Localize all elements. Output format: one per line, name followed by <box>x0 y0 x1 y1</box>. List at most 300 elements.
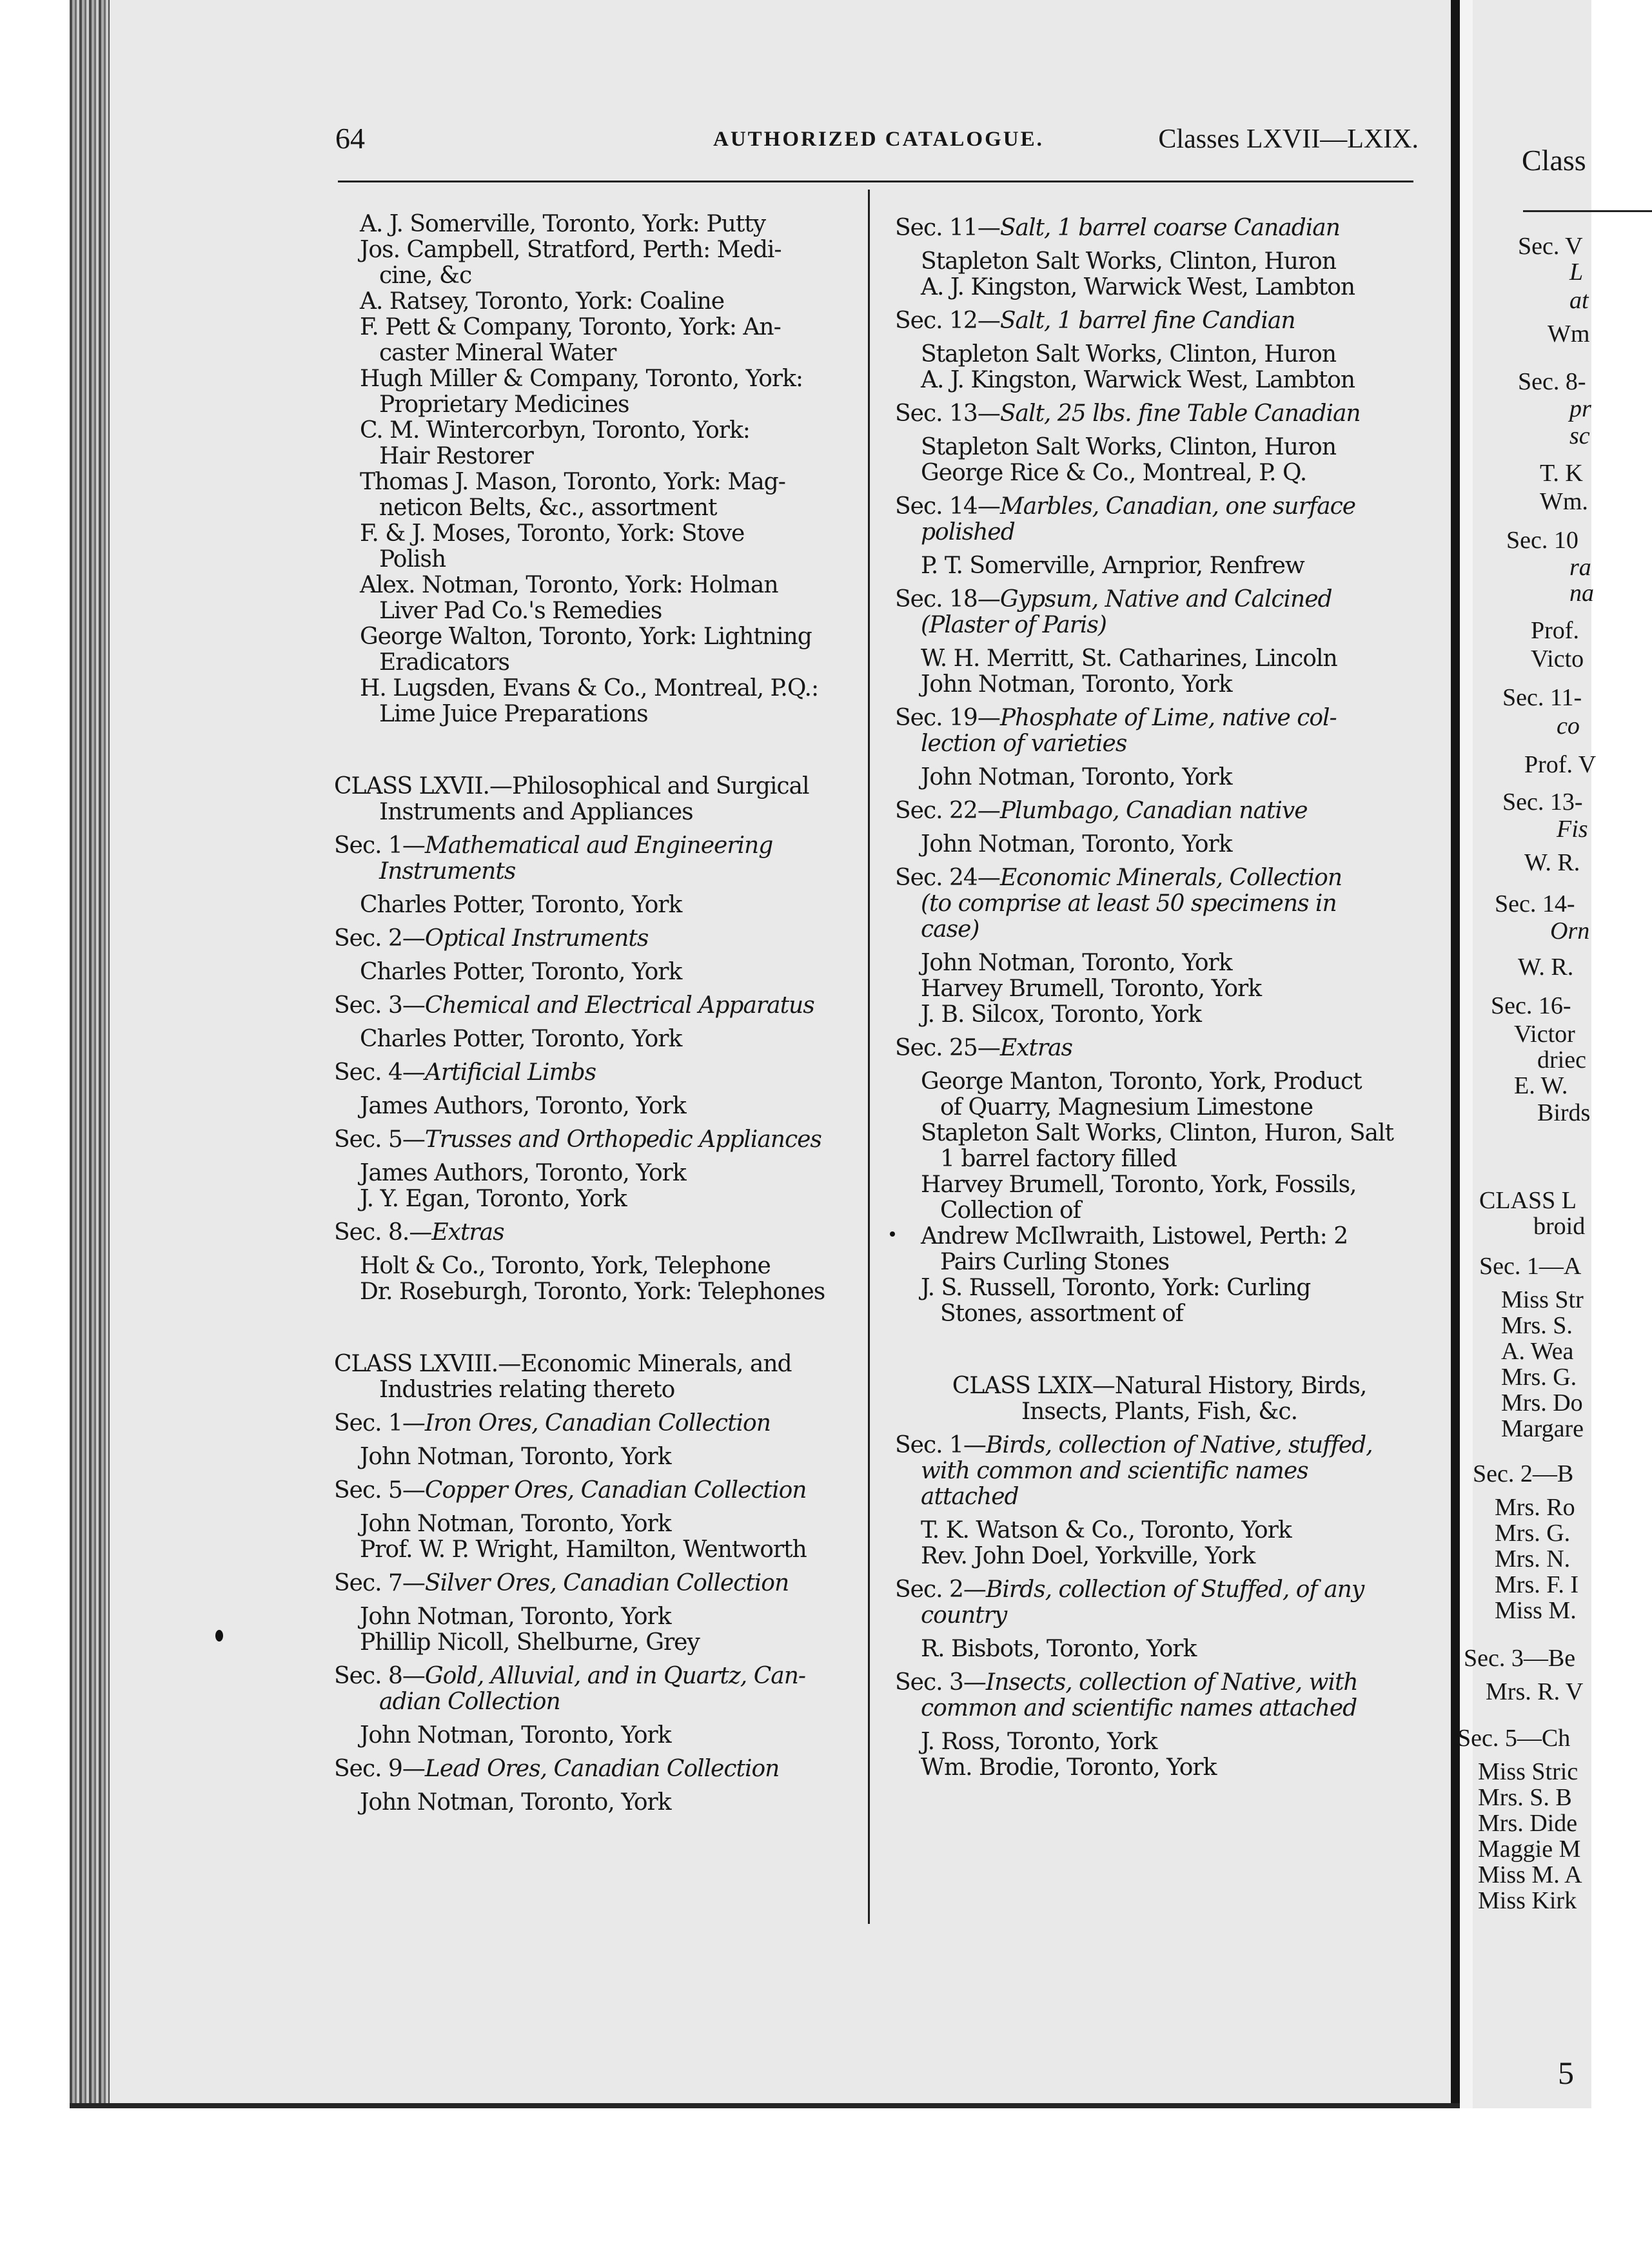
section-title: Trusses and Orthopedic Appliances <box>424 1126 821 1153</box>
catalogue-line <box>334 892 863 918</box>
section-number: Sec. 11— <box>895 215 1000 241</box>
entry-text: Stapleton Salt Works, Clinton, Huron <box>921 434 1337 460</box>
running-title: AUTHORIZED CATALOGUE. <box>713 128 1044 151</box>
adjacent-page-text: Sec. V <box>1518 233 1583 260</box>
entry-text: F. Pett & Company, Toronto, York: An- <box>360 314 781 340</box>
entry-text: CLASS LXIX—Natural History, Birds, <box>952 1373 1367 1399</box>
catalogue-line <box>334 1723 863 1749</box>
entry-text: Jos. Campbell, Stratford, Perth: Medi- <box>360 237 782 263</box>
catalogue-line <box>895 1250 1424 1275</box>
section-title: Extras <box>431 1219 504 1246</box>
catalogue-line <box>895 950 1424 976</box>
adjacent-page-text: Wm. <box>1540 488 1588 515</box>
ink-speck <box>215 1630 223 1642</box>
adjacent-page-text: Mrs. S. <box>1501 1312 1573 1339</box>
adjacent-page-text: Mrs. Ro <box>1495 1494 1575 1521</box>
section-title: Gypsum, Native and Calcined <box>999 586 1332 612</box>
catalogue-line <box>334 289 863 315</box>
catalogue-line <box>895 1146 1424 1172</box>
section-number: Sec. 12— <box>895 308 1000 334</box>
entry-text: John Notman, Toronto, York <box>360 1789 671 1816</box>
section-title: Copper Ores, Canadian Collection <box>424 1477 807 1504</box>
adjacent-page-text: Miss Stric <box>1478 1758 1578 1785</box>
entry-text: George Manton, Toronto, York, Product <box>921 1068 1362 1095</box>
entry-text: John Notman, Toronto, York <box>921 764 1232 790</box>
entry-text: Alex. Notman, Toronto, York: Holman <box>360 572 778 598</box>
catalogue-line <box>334 598 863 624</box>
header-rule <box>338 181 1413 182</box>
catalogue-line <box>895 1095 1424 1121</box>
section-number: Sec. 18— <box>895 586 1000 612</box>
section-heading <box>895 1035 1424 1061</box>
catalogue-line <box>334 418 863 444</box>
entry-text: John Notman, Toronto, York <box>360 1722 671 1749</box>
catalogue-line <box>895 646 1424 672</box>
section-heading <box>334 993 863 1019</box>
adjacent-page-text: Birds <box>1537 1099 1591 1126</box>
section-title: Mathematical aud Engineering <box>424 832 773 859</box>
catalogue-line <box>895 1121 1424 1146</box>
catalogue-line <box>334 573 863 598</box>
adjacent-page-text: Mrs. F. I <box>1495 1571 1578 1598</box>
catalogue-line <box>334 624 863 650</box>
catalogue-line <box>334 1351 863 1377</box>
entry-text: George Walton, Toronto, York: Lightning <box>360 623 812 650</box>
entry-text: Dr. Roseburgh, Toronto, York: Telephones <box>360 1279 825 1305</box>
entry-text: Stapleton Salt Works, Clinton, Huron <box>921 341 1337 368</box>
entry-text: John Notman, Toronto, York <box>360 1603 671 1630</box>
catalogue-line <box>334 859 863 885</box>
catalogue-line <box>895 1399 1424 1425</box>
catalogue-line <box>895 249 1424 275</box>
catalogue-line <box>334 774 863 799</box>
adjacent-page-text: Sec. 10 <box>1506 527 1578 554</box>
catalogue-line <box>334 1444 863 1470</box>
catalogue-line <box>895 1603 1424 1629</box>
entry-text: 1 barrel factory filled <box>940 1146 1177 1172</box>
adjacent-page-header: Class <box>1522 144 1586 177</box>
section-number: Sec. 5— <box>334 1477 425 1504</box>
section-number: Sec. 1— <box>334 1410 425 1436</box>
adjacent-page-text: Sec. 3—Be <box>1464 1645 1576 1672</box>
catalogue-line <box>895 976 1424 1002</box>
section-title: Artificial Limbs <box>424 1059 596 1086</box>
adjacent-page-text: Wm <box>1548 320 1590 348</box>
adjacent-page-text: Prof. <box>1531 617 1579 644</box>
section-heading <box>334 1663 863 1689</box>
section-heading <box>895 215 1424 241</box>
entry-text: C. M. Wintercorbyn, Toronto, York: <box>360 417 750 444</box>
catalogue-line <box>334 495 863 521</box>
section-title: Plumbago, Canadian native <box>999 798 1308 824</box>
catalogue-line <box>334 469 863 495</box>
catalogue-line <box>895 1198 1424 1224</box>
entry-text: Hair Restorer <box>379 443 533 469</box>
entry-text: Holt & Co., Toronto, York, Telephone <box>360 1253 771 1279</box>
entry-text: A. J. Kingston, Warwick West, Lambton <box>921 274 1355 300</box>
entry-text: Pairs Curling Stones <box>940 1249 1170 1275</box>
catalogue-line <box>334 366 863 392</box>
catalogue-line <box>334 340 863 366</box>
section-number: Sec. 13— <box>895 400 1000 427</box>
entry-text: Instruments and Appliances <box>379 799 693 825</box>
entry-text: Andrew McIlwraith, Listowel, Perth: 2 <box>921 1223 1348 1250</box>
catalogue-line <box>895 1696 1424 1721</box>
entry-text: P. T. Somerville, Arnprior, Renfrew <box>921 553 1304 579</box>
column-divider <box>868 190 870 1924</box>
adjacent-page-text: Mrs. N. <box>1495 1545 1571 1573</box>
section-number: Sec. 4— <box>334 1059 425 1086</box>
section-title: Birds, collection of Stuffed, of any <box>985 1576 1364 1603</box>
catalogue-line <box>895 275 1424 300</box>
catalogue-line <box>895 1069 1424 1095</box>
catalogue-line <box>895 520 1424 545</box>
catalogue-line <box>334 650 863 676</box>
section-title: Optical Instruments <box>424 925 649 952</box>
section-number: Sec. 1— <box>334 832 425 859</box>
section-number: Sec. 2— <box>334 925 425 952</box>
adjacent-page-text: W. R. <box>1524 849 1580 876</box>
catalogue-line <box>334 1279 863 1305</box>
entry-text: Industries relating thereto <box>379 1377 675 1403</box>
classes-range: Classes LXVII—LXIX. <box>1158 124 1419 154</box>
section-title: Birds, collection of Native, stuffed, <box>985 1432 1373 1458</box>
entry-text: polished <box>921 519 1015 545</box>
entry-text: CLASS LXVII.—Philosophical and Surgical <box>334 773 809 799</box>
entry-text: Harvey Brumell, Toronto, York, Fossils, <box>921 1171 1357 1198</box>
section-heading <box>334 926 863 952</box>
catalogue-line <box>334 701 863 727</box>
catalogue-line <box>895 1224 1424 1250</box>
section-heading <box>895 494 1424 520</box>
entry-text: caster Mineral Water <box>379 340 616 366</box>
entry-text: cine, &c <box>379 262 472 289</box>
catalogue-line <box>334 1377 863 1403</box>
adjacent-page-text: Mrs. Dide <box>1478 1810 1578 1837</box>
catalogue-line <box>895 1636 1424 1662</box>
entry-text: neticon Belts, &c., assortment <box>379 495 717 521</box>
section-heading <box>334 833 863 859</box>
entry-text: case) <box>921 916 979 943</box>
adjacent-page-text: Sec. 16- <box>1491 992 1571 1019</box>
section-heading <box>895 308 1424 334</box>
entry-text: lection of varieties <box>921 730 1127 757</box>
section-number: Sec. 22— <box>895 798 1000 824</box>
entry-text: J. Ross, Toronto, York <box>921 1729 1157 1755</box>
entry-text: A. J. Kingston, Warwick West, Lambton <box>921 367 1355 393</box>
catalogue-line <box>895 1544 1424 1569</box>
gutter <box>1460 0 1473 2254</box>
entry-text: A. Ratsey, Toronto, York: Coaline <box>360 288 725 315</box>
catalogue-line <box>895 731 1424 757</box>
catalogue-line <box>334 1093 863 1119</box>
section-number: Sec. 3— <box>334 992 425 1019</box>
section-number: Sec. 8.— <box>334 1219 432 1246</box>
adjacent-page-text: Miss Kirk <box>1478 1887 1577 1914</box>
adjacent-page-text: driec <box>1537 1046 1586 1073</box>
catalogue-line <box>895 1275 1424 1301</box>
catalogue-line <box>334 1630 863 1656</box>
entry-text: Liver Pad Co.'s Remedies <box>379 598 662 624</box>
adjacent-page-text: Mrs. Do <box>1501 1389 1583 1416</box>
entry-text: John Notman, Toronto, York <box>921 831 1232 858</box>
entry-text: (Plaster of Paris) <box>921 612 1106 638</box>
entry-text: Collection of <box>940 1197 1081 1224</box>
entry-text: Charles Potter, Toronto, York <box>360 959 682 985</box>
adjacent-page-text: Sec. 2—B <box>1473 1460 1574 1487</box>
section-title: Insects, collection of Native, with <box>985 1669 1358 1696</box>
entry-text: F. & J. Moses, Toronto, York: Stove <box>360 520 745 547</box>
section-title: Iron Ores, Canadian Collection <box>424 1410 771 1436</box>
section-heading <box>895 401 1424 427</box>
adjacent-page-text: Miss M. <box>1495 1597 1577 1624</box>
adjacent-page-text: na <box>1569 580 1594 607</box>
section-heading <box>895 705 1424 731</box>
adjacent-page-text: A. Wea <box>1501 1338 1574 1365</box>
catalogue-line <box>895 917 1424 943</box>
catalogue-line <box>334 1026 863 1052</box>
catalogue-line <box>895 891 1424 917</box>
entry-text: A. J. Somerville, Toronto, York: Putty <box>360 211 766 237</box>
section-number: Sec. 3— <box>895 1669 986 1696</box>
catalogue-line <box>895 368 1424 393</box>
adjacent-page-text: W. R. <box>1518 954 1574 981</box>
page-edge-shadow <box>70 0 110 2108</box>
entry-text: W. H. Merritt, St. Catharines, Lincoln <box>921 645 1337 672</box>
entry-text: Wm. Brodie, Toronto, York <box>921 1754 1217 1781</box>
section-heading <box>895 865 1424 891</box>
section-heading <box>334 1571 863 1596</box>
catalogue-line <box>334 959 863 985</box>
entry-text: H. Lugsden, Evans & Co., Montreal, P.Q.: <box>360 675 819 701</box>
adjacent-page-text: Victor <box>1514 1021 1575 1048</box>
adjacent-page-text: Orn <box>1550 917 1590 945</box>
section-title: Economic Minerals, Collection <box>999 865 1342 891</box>
entry-text: R. Bisbots, Toronto, York <box>921 1636 1197 1662</box>
adjacent-page-text: sc <box>1569 422 1590 449</box>
adjacent-page-text: Sec. 14- <box>1495 890 1575 917</box>
catalogue-line <box>334 1161 863 1186</box>
section-number: Sec. 14— <box>895 493 1000 520</box>
adjacent-page-text: E. W. <box>1514 1072 1568 1099</box>
adjacent-page-text: ra <box>1569 554 1591 581</box>
entry-text: Proprietary Medicines <box>379 391 629 418</box>
adjacent-page-text: Prof. V <box>1524 751 1597 778</box>
section-title: Marbles, Canadian, one surface <box>999 493 1356 520</box>
catalogue-line <box>895 1484 1424 1510</box>
adjacent-page-text: L <box>1569 259 1584 286</box>
adjacent-page-text: broid <box>1533 1213 1586 1240</box>
section-heading <box>334 1478 863 1504</box>
catalogue-line <box>895 460 1424 486</box>
section-number: Sec. 19— <box>895 705 1000 731</box>
section-title: Extras <box>999 1035 1073 1061</box>
catalogue-line <box>334 392 863 418</box>
entry-text: Phillip Nicoll, Shelburne, Grey <box>360 1629 700 1656</box>
entry-text: Stapleton Salt Works, Clinton, Huron, Salt <box>921 1120 1394 1146</box>
entry-text: Stones, assortment of <box>940 1300 1183 1327</box>
catalogue-line <box>895 1373 1424 1399</box>
section-number: Sec. 2— <box>895 1576 986 1603</box>
adjacent-page-fragment <box>1457 0 1597 2108</box>
entry-text: Eradicators <box>379 649 509 676</box>
catalogue-line <box>334 1186 863 1212</box>
adjacent-page-text: Sec. 13- <box>1502 789 1583 816</box>
adjacent-page-text: Mrs. G. <box>1495 1520 1571 1547</box>
adjacent-page-text: Sec. 1—A <box>1479 1253 1582 1280</box>
entry-text: Charles Potter, Toronto, York <box>360 892 682 918</box>
entry-text: (to comprise at least 50 specimens in <box>921 890 1337 917</box>
catalogue-line <box>334 799 863 825</box>
catalogue-line <box>334 1790 863 1816</box>
catalogue-line <box>334 1511 863 1537</box>
entry-text: James Authors, Toronto, York <box>360 1160 686 1186</box>
entry-text: adian Collection <box>379 1689 560 1715</box>
catalogue-line <box>895 1729 1424 1755</box>
catalogue-line <box>334 315 863 340</box>
section-number: Sec. 1— <box>895 1432 986 1458</box>
adjacent-page-text: Mrs. S. B <box>1478 1784 1572 1811</box>
adjacent-page-text: Mrs. G. <box>1501 1364 1577 1391</box>
section-heading <box>895 587 1424 612</box>
catalogue-line <box>334 521 863 547</box>
adjacent-page-text: at <box>1569 287 1589 314</box>
section-number: Sec. 8— <box>334 1663 425 1689</box>
entry-text: John Notman, Toronto, York <box>921 950 1232 976</box>
entry-text: John Notman, Toronto, York <box>360 1444 671 1470</box>
adjacent-page-text: Miss Str <box>1501 1286 1584 1313</box>
page-bottom-edge <box>70 2103 1460 2108</box>
section-heading <box>895 1670 1424 1696</box>
section-title: Lead Ores, Canadian Collection <box>424 1756 780 1782</box>
catalogue-line <box>895 342 1424 368</box>
adjacent-page-text: Mrs. R. V <box>1486 1678 1584 1705</box>
entry-text: country <box>921 1602 1007 1629</box>
entry-text: with common and scientific names <box>921 1458 1308 1484</box>
adjacent-page-text: CLASS L <box>1479 1187 1577 1214</box>
adjacent-page-text: co <box>1557 712 1580 740</box>
left-column <box>334 211 863 1816</box>
entry-text: J. S. Russell, Toronto, York: Curling <box>921 1275 1311 1301</box>
entry-text: attached <box>921 1484 1019 1510</box>
catalogue-line <box>334 1537 863 1563</box>
adjacent-page-text: Sec. 8- <box>1518 368 1586 395</box>
entry-text: John Notman, Toronto, York <box>921 671 1232 698</box>
entry-text: J. Y. Egan, Toronto, York <box>360 1186 627 1212</box>
catalogue-line <box>334 1604 863 1630</box>
scan-margin <box>0 0 70 2254</box>
adjacent-page-text: Sec. 11- <box>1502 684 1582 711</box>
section-title: Gold, Alluvial, and in Quartz, Can- <box>424 1663 806 1689</box>
adjacent-page-text: Victo <box>1531 645 1584 672</box>
entry-text: Harvey Brumell, Toronto, York <box>921 975 1262 1002</box>
catalogue-line <box>895 435 1424 460</box>
scan-bottom-margin <box>0 2108 1591 2254</box>
section-heading <box>334 1060 863 1086</box>
entry-text: Prof. W. P. Wright, Hamilton, Wentworth <box>360 1536 807 1563</box>
catalogue-line <box>334 676 863 701</box>
catalogue-line <box>895 1755 1424 1781</box>
catalogue-line <box>334 1689 863 1715</box>
entry-text: Thomas J. Mason, Toronto, York: Mag- <box>360 469 785 495</box>
section-title: Salt, 1 barrel coarse Canadian <box>999 215 1340 241</box>
section-heading <box>334 1411 863 1436</box>
adjacent-page-text: Sec. 5—Ch <box>1457 1725 1571 1752</box>
entry-text: Lime Juice Preparations <box>379 701 648 727</box>
catalogue-line <box>895 1002 1424 1028</box>
section-heading <box>895 1577 1424 1603</box>
catalogue-line <box>895 672 1424 698</box>
adjacent-page-text: T. K <box>1540 460 1583 487</box>
page-number: 64 <box>335 122 365 155</box>
section-heading <box>895 1433 1424 1458</box>
entry-text: Hugh Miller & Company, Toronto, York: <box>360 366 803 392</box>
section-title: Salt, 1 barrel fine Candian <box>999 308 1295 334</box>
catalogue-line <box>895 612 1424 638</box>
section-number: Sec. 24— <box>895 865 1000 891</box>
catalogue-line <box>895 1172 1424 1198</box>
section-number: Sec. 7— <box>334 1570 425 1596</box>
ink-speck <box>890 1231 895 1237</box>
catalogue-line <box>895 553 1424 579</box>
adjacent-page-text: Maggie M <box>1478 1836 1581 1863</box>
section-heading <box>334 1127 863 1153</box>
catalogue-line <box>334 211 863 237</box>
catalogue-line <box>895 1518 1424 1544</box>
entry-text: CLASS LXVIII.—Economic Minerals, and <box>334 1351 792 1377</box>
entry-text: Insects, Plants, Fish, &c. <box>1021 1398 1298 1425</box>
entry-text: common and scientific names attached <box>921 1695 1357 1721</box>
adjacent-page-text: Fis <box>1557 816 1588 843</box>
adjacent-page-text: Miss M. A <box>1478 1861 1582 1888</box>
adjacent-page-text: Margare <box>1501 1415 1584 1442</box>
section-title: Phosphate of Lime, native col- <box>999 705 1337 731</box>
page-header <box>335 121 1419 160</box>
adjacent-page-rule <box>1523 210 1652 212</box>
catalogue-line <box>334 444 863 469</box>
catalogue-line <box>334 237 863 263</box>
section-heading <box>334 1756 863 1782</box>
adjacent-page-text: pr <box>1569 395 1591 422</box>
catalogue-line <box>895 832 1424 858</box>
entry-text: John Notman, Toronto, York <box>360 1511 671 1537</box>
entry-text: James Authors, Toronto, York <box>360 1093 686 1119</box>
entry-text: J. B. Silcox, Toronto, York <box>921 1001 1201 1028</box>
entry-text: Stapleton Salt Works, Clinton, Huron <box>921 248 1337 275</box>
catalogue-line <box>334 547 863 573</box>
section-heading <box>895 798 1424 824</box>
section-title: Silver Ores, Canadian Collection <box>424 1570 789 1596</box>
catalogue-line <box>334 263 863 289</box>
right-column <box>895 215 1424 1781</box>
catalogue-line <box>895 1301 1424 1327</box>
entry-text: Charles Potter, Toronto, York <box>360 1026 682 1052</box>
entry-text: Polish <box>379 546 446 573</box>
section-number: Sec. 25— <box>895 1035 1000 1061</box>
entry-text: George Rice & Co., Montreal, P. Q. <box>921 460 1307 486</box>
entry-text: Instruments <box>379 858 516 885</box>
section-number: Sec. 5— <box>334 1126 425 1153</box>
catalogue-line <box>334 1253 863 1279</box>
catalogue-line <box>895 1458 1424 1484</box>
catalogue-line <box>895 765 1424 790</box>
adjacent-page-number: 5 <box>1558 2055 1574 2091</box>
entry-text: of Quarry, Magnesium Limestone <box>940 1094 1313 1121</box>
section-title: Chemical and Electrical Apparatus <box>424 992 814 1019</box>
entry-text: T. K. Watson & Co., Toronto, York <box>921 1517 1292 1544</box>
section-heading <box>334 1220 863 1246</box>
section-title: Salt, 25 lbs. fine Table Canadian <box>999 400 1361 427</box>
